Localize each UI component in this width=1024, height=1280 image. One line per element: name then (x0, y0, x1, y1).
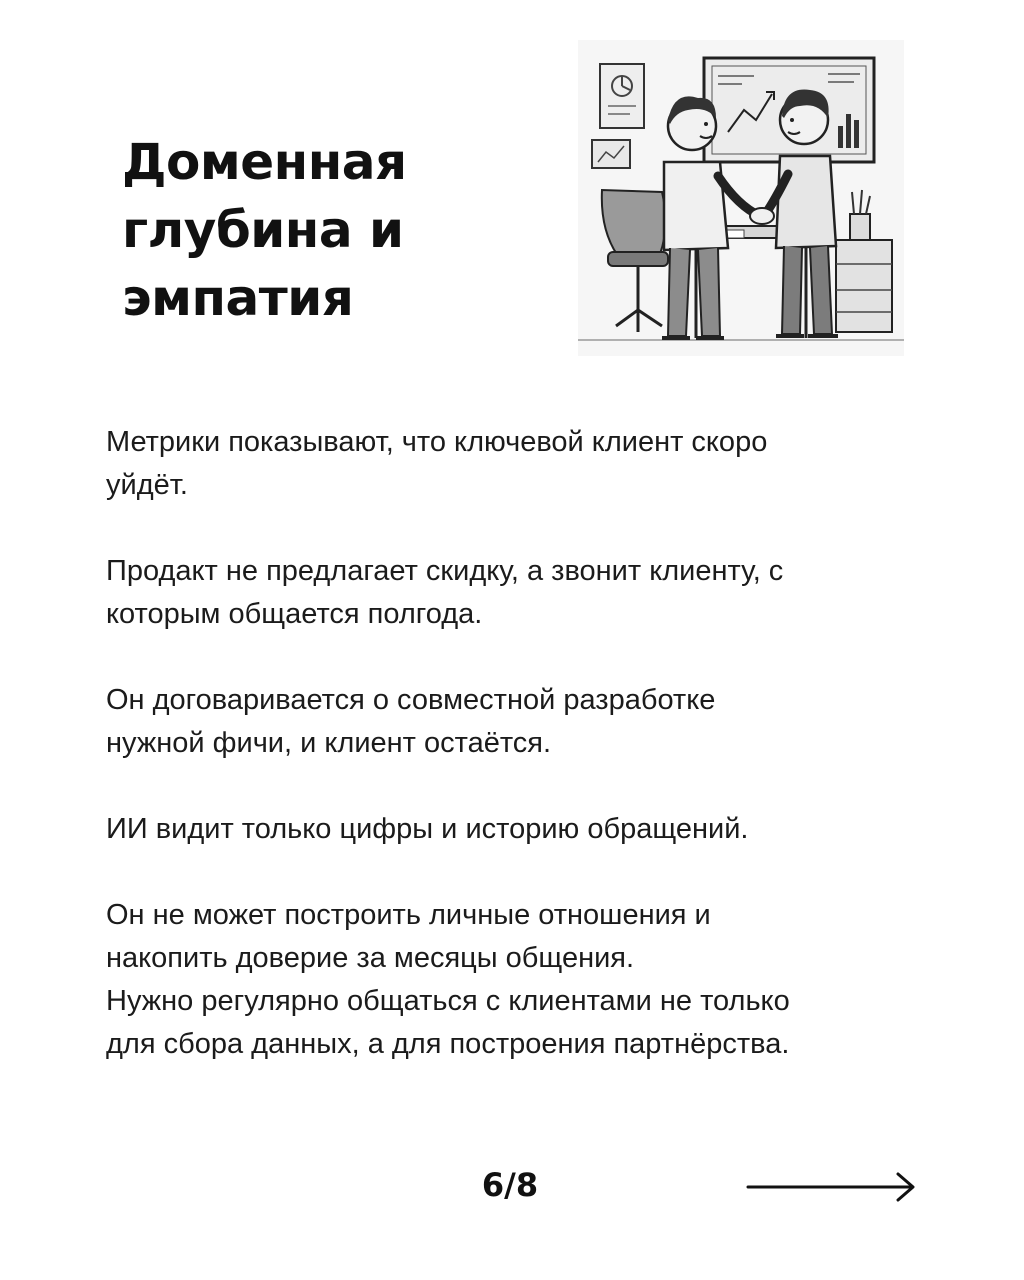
paragraph-5-line-1: Он не может построить личные отношения и (106, 899, 711, 931)
title-line-3: эмпатия (122, 269, 354, 327)
paragraph-1-line-1: Метрики показывают, что ключевой клиент скоро (106, 426, 768, 458)
slide-title (122, 128, 562, 332)
next-slide-button[interactable] (746, 1170, 918, 1204)
paragraph-1-line-2: уйдёт. (106, 469, 188, 501)
paragraph-3-line-1: Он договаривается о совместной разработке (106, 684, 716, 716)
paragraph-5-line-3: Нужно регулярно общаться с клиентами не только (106, 985, 790, 1017)
handshake-office-illustration (578, 40, 904, 356)
paragraph-5-line-2: накопить доверие за месяцы общения. (106, 942, 635, 974)
paragraph-4-line-1: ИИ видит только цифры и историю обращений. (106, 813, 749, 845)
title-line-1: Доменная (122, 133, 407, 191)
body-text (106, 421, 956, 1066)
paragraph-2-line-2: которым общается полгода. (106, 598, 483, 630)
title-line-2: глубина и (122, 201, 404, 259)
page-indicator: 6/8 (481, 1166, 539, 1204)
paragraph-2-line-1: Продакт не предлагает скидку, а звонит клиенту, с (106, 555, 784, 587)
paragraph-3-line-2: нужной фичи, и клиент остаётся. (106, 727, 552, 759)
paragraph-5-line-4: для сбора данных, а для построения партнёрства. (106, 1028, 790, 1060)
arrow-right-icon (746, 1170, 918, 1204)
